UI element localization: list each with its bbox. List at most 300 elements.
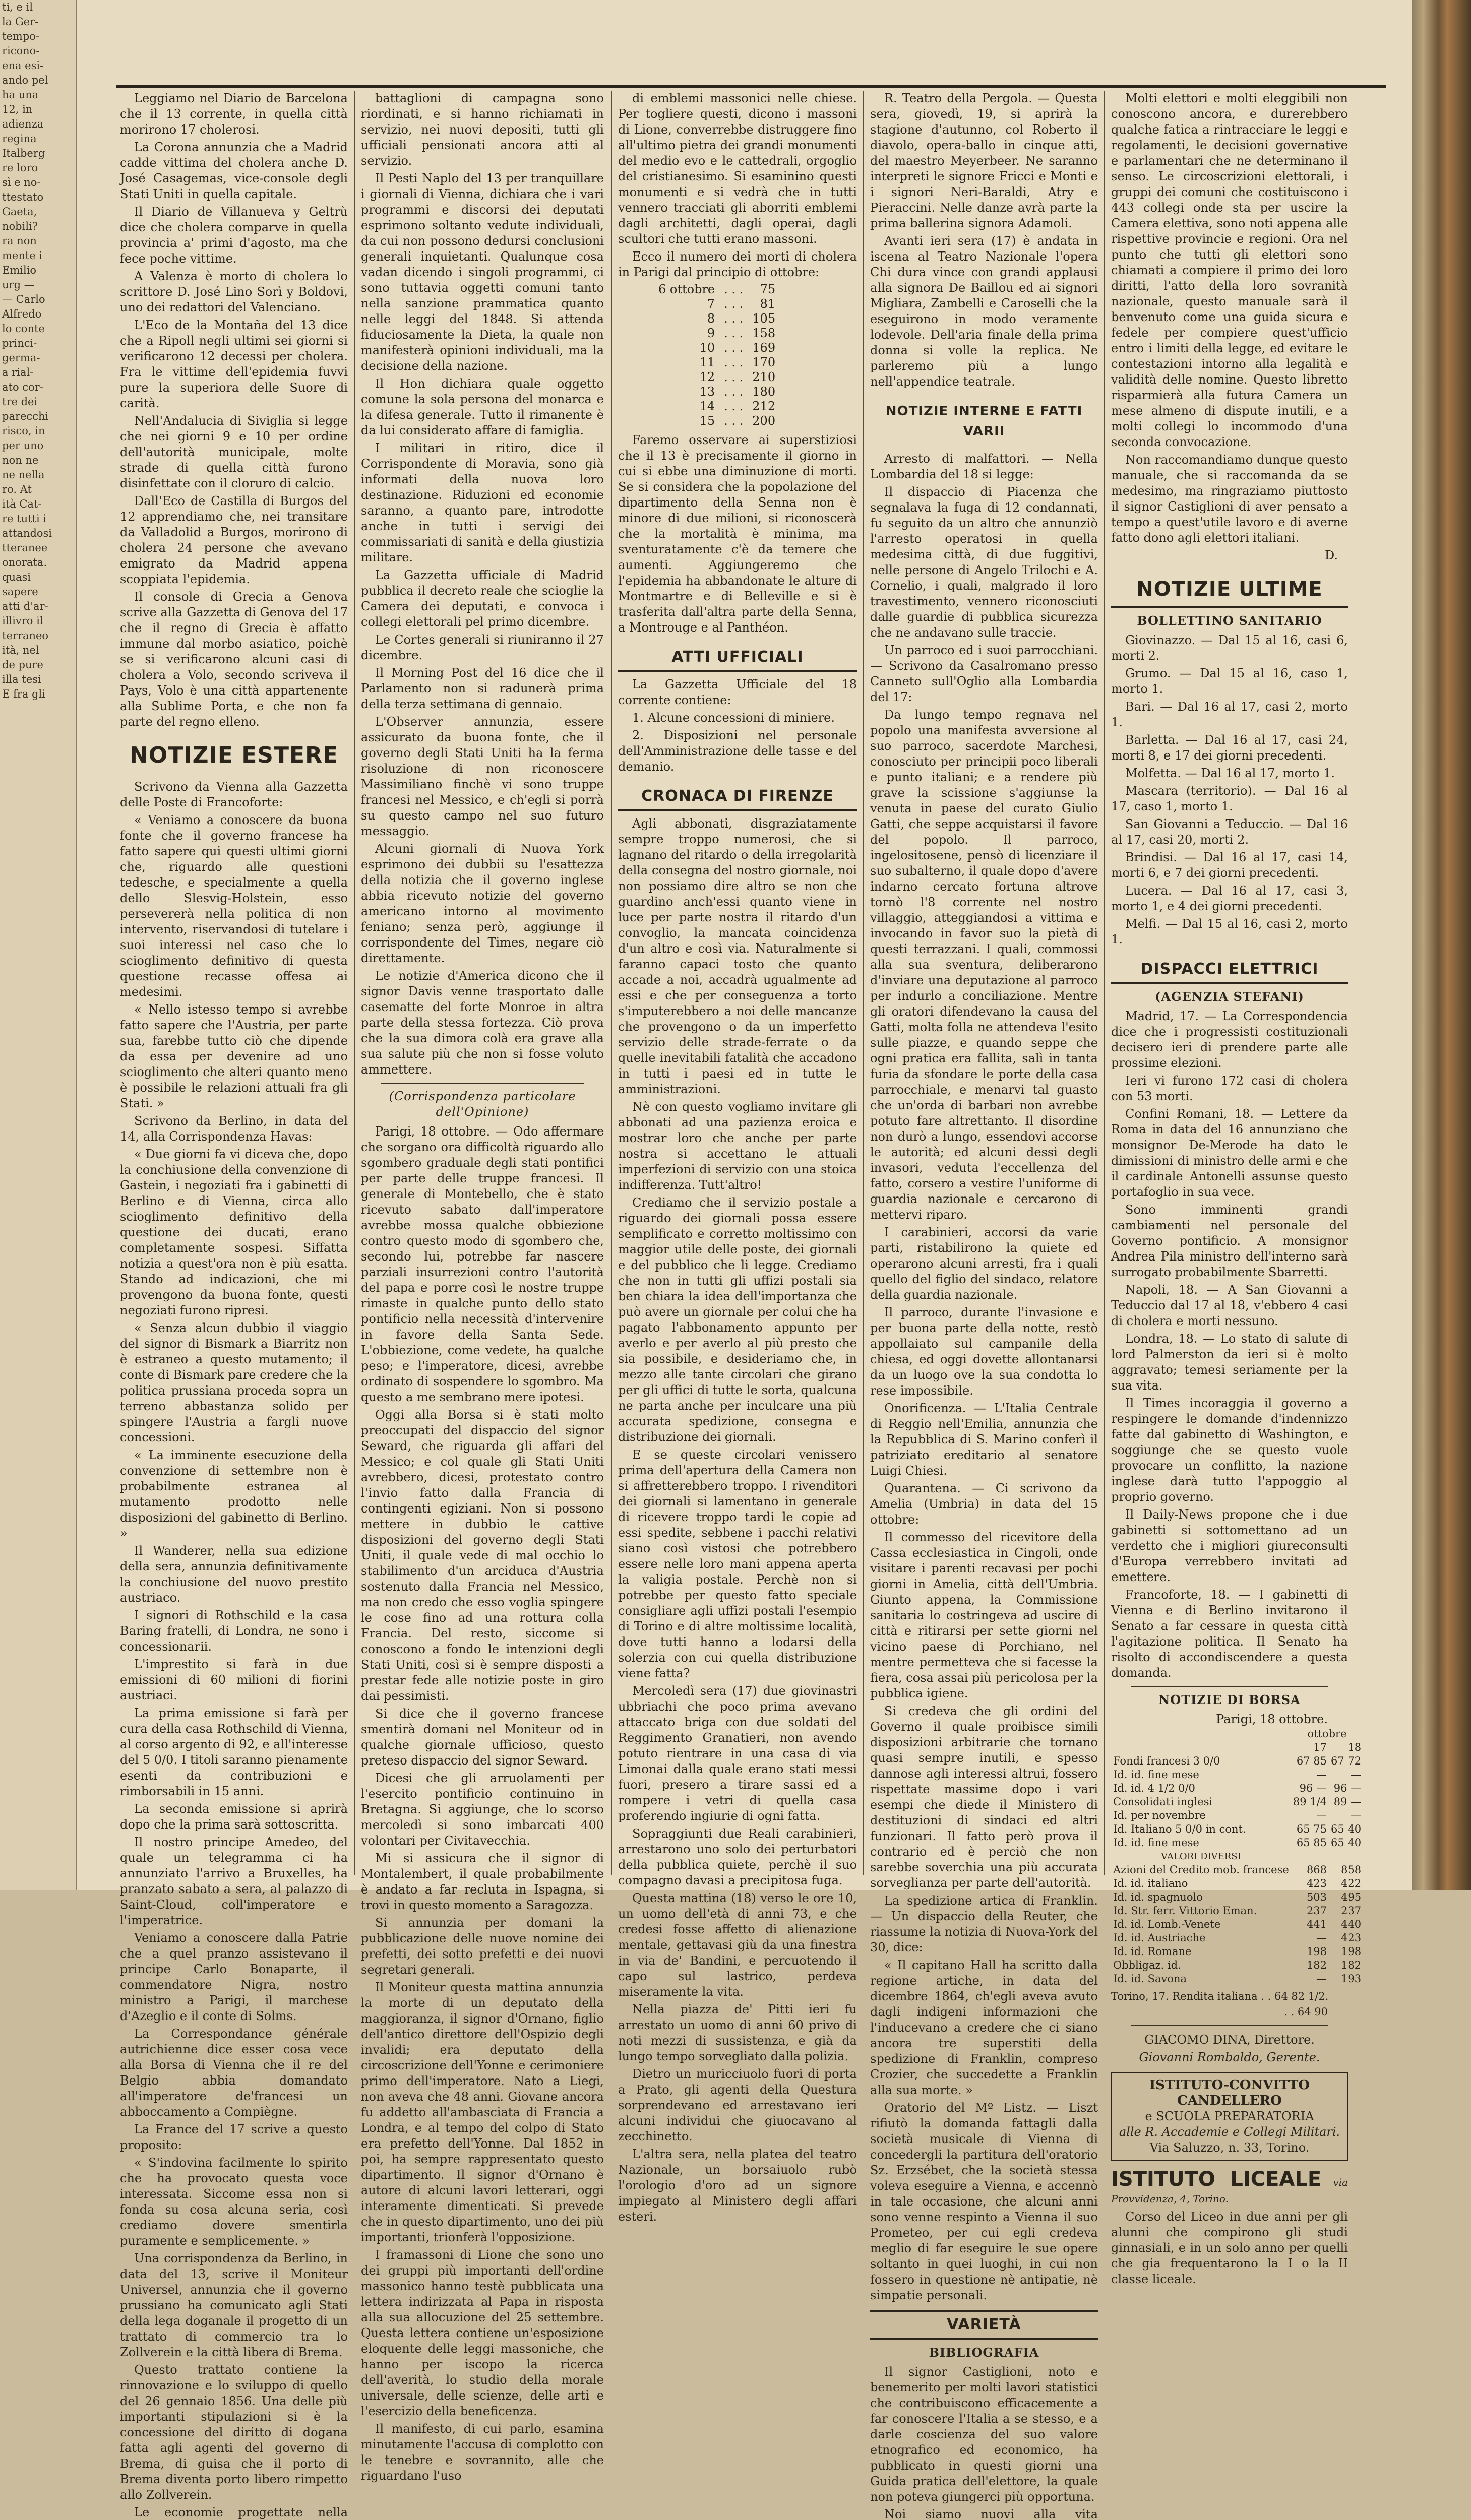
deaths-row <box>658 355 778 370</box>
leader-dots: . . . <box>724 399 744 413</box>
article-paragraph: Il Moniteur questa mattina annunzia la morte di un deputato della maggioranza, il signor d'Ornano, figlio dell'antico direttore dell'Ospizio degli invalidi; era deputato della circoscrizione dell'Yonne e cerimoniere primo dell'imperatore. Nato a Liegi, non aveva che 48 anni. Giovane ancora fu addetto all'ambasciata di Francia a Londra, e al tempo del colpo di Stato era prefetto dell'Yonne. Dal 1852 in poi, ha sempre rappresentato questo dipartimento. Il signor d'Ornano è autore di alcuni lavori letterari, oggi interamente dimenticati. Si prevede che in questo dipartimento, uno dei più importanti, trionferà l'opposizione. <box>361 1980 604 2244</box>
previous-page-fragment: de pure <box>2 659 43 671</box>
deaths-count: 170 <box>752 355 776 369</box>
borsa-price: 96 — <box>1299 1782 1327 1794</box>
previous-page-fragment: nobili? <box>2 220 38 232</box>
article-paragraph: « La imminente esecuzione della convenzione di settembre non è probabilmente estranea al mutamento prodotto nelle disposizioni del gabinetto di Berlino. » <box>120 1448 348 1540</box>
article-paragraph: « Due giorni fa vi diceva che, dopo la conchiusione della convenzione di Gastein, i negoziati fra i gabinetti di Berlino e di Vienna, circa allo scioglimento definitivo della questione dei ducati, erano completamente sospesi. Siffatta notizia a quest'ora non è più esatta. Stando ad indicazioni, che mi provengono da buona fonte, questi negoziati furono ripresi. <box>120 1147 348 1317</box>
cronaca-paragraph: Sopraggiunti due Reali carabinieri, arrestarono uno solo dei perturbatori della pubblica quiete, perchè il suo compagno davasi a precipitosa fuga. <box>618 1826 857 1887</box>
editor-line: GIACOMO DINA, Direttore. <box>1144 2033 1315 2047</box>
article-paragraph: La seconda emissione si aprirà dopo che la prima sarà sottoscritta. <box>120 1802 348 1832</box>
article-paragraph: Le Cortes generali si riuniranno il 27 dicembre. <box>361 633 604 662</box>
borsa-header-blank <box>1111 1741 1291 1754</box>
article-paragraph: battaglioni di campagna sono riordinati, e si hanno richiamati in servizio, nei nuovi depositi, tutti gli ufficiali pensionati ancora atti al servizio. <box>361 91 604 168</box>
borsa-security: Id. id. fine mese <box>1113 1837 1199 1849</box>
borsa-header-month: ottobre <box>1307 1728 1347 1740</box>
borsa-date: Parigi, 18 ottobre. <box>1216 1712 1328 1726</box>
previous-page-fragment: urg — <box>2 279 35 291</box>
borsa-price: — <box>1316 1973 1327 1985</box>
borsa-row <box>1111 1795 1363 1809</box>
borsa-row <box>1111 1959 1363 1972</box>
deaths-date: 10 <box>699 341 715 355</box>
article-paragraph: Il manifesto, di cui parlo, esamina minutamente l'accusa di complotto con le tenebre e sovrannito, alle che riguardano l'uso <box>361 2422 604 2483</box>
borsa-header-blank <box>1111 1727 1291 1741</box>
article-paragraph: Il Pesti Naplo del 13 per tranquillare i giornali di Vienna, dichiara che i vari programmi e discorsi dei deputati esprimono soltanto vedute individuali, da cui non possono dedursi conclusioni generali inquietanti. Qualunque cosa vadan dicendo i singoli programmi, ci sono tuttavia oggetti comuni tanto nella sanzione prammatica quanto nelle leggi del 1848. Si attenda fiduciosamente la Dieta, la quale non manifesterà opinioni individuali, ma la decisione della nazione. <box>361 171 604 373</box>
borsa-row <box>1111 1822 1363 1836</box>
borsa-row <box>1111 1877 1363 1891</box>
bollettino-item: Molfetta. — Dal 16 al 17, morto 1. <box>1125 766 1335 780</box>
article-paragraph: L'imprestito si farà in due emissioni di 60 milioni di fiorini austriaci. <box>120 1657 348 1703</box>
ad-line-4: Via Saluzzo, n. 33, Torino. <box>1149 2140 1310 2155</box>
borsa-row <box>1111 1918 1363 1931</box>
borsa-row <box>1111 1891 1363 1904</box>
bollettino-item: Bari. — Dal 16 al 17, casi 2, morto 1. <box>1111 700 1348 729</box>
ad-title: ISTITUTO-CONVITTO CANDELLERO <box>1149 2077 1310 2108</box>
previous-page-fragment: mente i <box>2 249 43 262</box>
borsa-row <box>1111 1904 1363 1918</box>
borsa-price: 495 <box>1341 1891 1362 1903</box>
borsa-price: 503 <box>1306 1891 1327 1903</box>
cronaca-paragraph: Nella piazza de' Pitti ieri fu arrestato un uomo di anni 60 privo di noti mezzi di sussistenza, e già da lungo tempo sorvegliato dalla polizia. <box>618 2002 857 2063</box>
previous-page-fragment: sì e no- <box>2 176 41 188</box>
borsa-security: Fondi francesi 3 0/0 <box>1113 1755 1220 1767</box>
borsa-row <box>1111 1809 1363 1822</box>
borsa-price: 423 <box>1341 1932 1362 1944</box>
cronaca-paragraph: Agli abbonati, disgraziatamente sempre troppo numerosi, che si lagnano del ritardo o della irregolarità della consegna del nostro giornale, noi non possiamo dire altro se non che guardino anch'essi quanto viene in luce per parte nostra il ritardo d'un convoglio, la mancata coincidenza d'un altro e così via. Naturalmente si faranno capaci tosto che quanto accade a noi, accadrà ugualmente ad essi e che per conseguenza a torto s'imputerebbero a noi delle mancanze che provengono o da un imperfetto servizio delle strade-ferrate o da quelle inevitabili fatalità che accadono in tutti i paesi ed in tutte le amministrazioni. <box>618 816 857 1096</box>
bollettino-item: Grumo. — Dal 15 al 16, caso 1, morto 1. <box>1111 666 1348 696</box>
deaths-row <box>658 385 778 399</box>
ad-line-3: alle R. Accademie e Collegi Militari. <box>1119 2125 1340 2139</box>
column-rule <box>1104 91 1105 1875</box>
borsa-row <box>1111 1754 1363 1768</box>
article-paragraph: La Corona annunzia che a Madrid cadde vittima del cholera anche D. José Casagemas, vice-console degli Stati Uniti in quella capitale. <box>120 140 348 201</box>
liceale-title: ISTITUTO LICEALE <box>1111 2168 1322 2191</box>
borsa-price: 65 75 <box>1296 1823 1327 1835</box>
review-paragraph: Molti elettori e molti eleggibili non conoscono ancora, e durerebbero qualche fatica a rintracciare le leggi e regolamenti, le decisioni governative e parlamentari che ne determinano il senso. Le circoscrizioni elettorali, i gruppi dei comuni che costituiscono i 443 collegi onde sta per uscire la Camera elettiva, sono noti appena alle rispettive provincie e regioni. Ora nel punto che tutti gli elettori sono chiamati a compiere il primo dei loro diritti, l'atto della loro sovranità nazionale, questo manuale sarà il benvenuto come una guida sicura e fedele per compiere quest'ufficio entro i limiti della legge, ed evitare le contestazioni intorno alla legalità e validità delle nomine. Questo libretto risparmierà alla futura Camera un mese almeno di dispute inutili, e a molti collegi lo incommodo d'una seconda convocazione. <box>1111 91 1348 449</box>
cholera-deaths-table <box>658 282 778 428</box>
previous-page-fragment: illa tesi <box>2 673 41 685</box>
cronaca-paragraph: Mercoledì sera (17) due giovinastri ubbriachi che poco prima avevano attaccato briga con due soldati del Reggimento Granatieri, non avendo potuto rientrare in una casa di via Limonai dalla quale erano stati messi fuori, presero a tirare sassi ed a rompere i vetri di quella casa proferendo ingiurie di ogni fatta. <box>618 1684 857 1823</box>
article-paragraph: Si annunzia per domani la pubblicazione delle nuove nomine dei prefetti, dei sotto prefetti e dei nuovi segretari generali. <box>361 1916 604 1977</box>
article-paragraph: Le economie progettate nella <box>134 2505 348 2519</box>
cronaca-paragraph: E se queste circolari venissero prima dell'apertura della Camera non si affretterebbero troppo. I rivenditori dei giornali si lamentano in generale di ricevere troppo tardi le copie ad essi spedite, sebbene i pacchi relativi siano così vistosi che potrebbero essere nelle loro mani appena aperta la valigia postale. Perchè non si potrebbe per questo fatto speciale consigliare agli uffizi postali l'esempio di Torino e di altre moltissime località, dove tutti hanno a lodarsi della solerzia con cui quella distribuzione viene fatta? <box>618 1447 857 1680</box>
previous-page-fragment: E fra gli <box>2 688 45 700</box>
borsa-row <box>1111 1945 1363 1959</box>
deaths-date: 15 <box>699 414 715 428</box>
borsa-security: Id. Str. ferr. Vittorio Eman. <box>1113 1905 1257 1917</box>
article-paragraph: Veniamo a conoscere dalla Patrie che a quel pranzo assistevano il principe Carlo Bonaparte, il commendatore Nigra, nostro ministro a Parigi, il marchese d'Azeglio e il conte di Solms. <box>120 1931 348 2023</box>
article-paragraph: Il Diario de Villanueva y Geltrù dice che cholera comparve in quella provincia a' primi d'agosto, ma che fece poche vittime. <box>120 205 348 266</box>
article-paragraph: di emblemi massonici nelle chiese. Per togliere questi, dicono i massoni di Lione, converrebbe distruggere fino all'ultimo pietra dei grandi monumenti del medio evo e le cattedrali, orgoglio del cristianesimo. Si esaminino questi monumenti e si vedrà che in tutti vennero tracciati gli aborriti emblemi dagli architetti, dagli operai, dagli scultori che tutti erano massoni. <box>618 91 857 246</box>
news-paragraph: Quarantena. — Ci scrivono da Amelia (Umbria) in data del 15 ottobre: <box>870 1481 1098 1527</box>
deaths-date: 9 <box>707 326 715 340</box>
leader-dots: . . . <box>724 414 744 428</box>
article-paragraph: « S'indovina facilmente lo spirito che ha provocato questa voce interessata. Siccome essa non si fonda su cosa alcuna seria, così crediamo dovere smentirla puramente e semplicemente. » <box>120 2156 348 2248</box>
dispatch-paragraph: Francoforte, 18. — I gabinetti di Vienna e di Berlino invitarono il Senato a far cessare in questa città l'agitazione politica. Il Senato ha risolto di accondiscendere a questa domanda. <box>1111 1588 1348 1680</box>
header-rule <box>116 85 1386 88</box>
article-paragraph: « Veniamo a conoscere da buona fonte che il governo francese ha fatto sapere qui questi ultimi giorni che, riguardo alle questioni tedesche, e specialmente a quella dello Slesvig-Holstein, esso persevererà nella politica di non intervento, riservandosi di tutelare i suoi interessi nel caso che lo scioglimento definitivo di questa questione recasse offesa ai medesimi. <box>120 813 348 999</box>
news-paragraph: Da lungo tempo regnava nel popolo una manifesta avversione al suo parroco, sacerdote Marchesi, conosciuto per principii poco liberali e punto italiani; e a rendere più grave la scissione s'aggiunse la venuta in paese del curato Giulio Gatti, che seppe acquistarsi il favore del popolo. Il parroco, ingelositosene, pensò di licenziare il suo subalterno, il quale dopo d'avere indarno cercato fortuna altrove tornò l'8 corrente nel nostro villaggio, atteggiandosi a vittima e invocando in favor suo la pietà di questi terrazzani. I quali, commossi alla sua sventura, deliberarono d'inviare una deputazione al parroco per indurlo a conciliazione. Mentre gli oratori difendevano la causa del Gatti, molta folla ne attendeva l'esito sulle piazze, e quando seppe che ogni pratica era fallita, salì in tanta furia da sfondare le porte della casa parrocchiale, e menarvi tal guasto che un'orda di barbari non avrebbe potuto fare altrettanto. Il disordine non durò a lungo, essendovi accorse le autorità; ed alcuni dessi degli invasori, veduta l'eccellenza del fatto, corsero a vestire l'uniforme di guardia nazionale e cercarono di mettervi riparo. <box>870 708 1098 1222</box>
binding-edge <box>1412 0 1471 1890</box>
news-paragraph: Il commesso del ricevitore della Cassa ecclesiastica in Cingoli, onde visitare i parenti recavasi per pochi giorni in Amelia, città dell'Umbria. Giunto appena, la Commissione sanitaria lo costringeva ad uscire di città e ritirarsi per sette giorni nel vicino paese di Porchiano, nel mentre permetteva che si facesse la fiera, cosa assai più pericolosa per la pubblica igiene. <box>870 1530 1098 1700</box>
previous-page-fragment: la Ger- <box>2 16 39 28</box>
news-paragraph: La spedizione artica di Franklin. — Un dispaccio della Reuter, che riassume la notizia di Nuova-York del 30, dice: <box>870 1894 1098 1955</box>
cronaca-paragraph: Nè con questo vogliamo invitare gli abbonati ad una pazienza eroica e mostrar loro che anche per parte nostra si accettano le attuali imperfezioni di servizio con una stoica indifferenza. Tutt'altro! <box>618 1100 857 1192</box>
deaths-date: 13 <box>699 385 715 399</box>
article-paragraph: Il Hon dichiara quale oggetto comune la sola persona del monarca e la difesa generale. Tutto il rimanente è da lui considerato affare di famiglia. <box>361 376 604 437</box>
article-paragraph: Dall'Eco de Castilla di Burgos del 12 apprendiamo che, nei transitare da Valladolid a Burgos, morirono di cholera 24 persone che avevano emigrato da Madrid appena scoppiata l'epidemia. <box>120 494 348 586</box>
news-paragraph: Il parroco, durante l'invasione e per buona parte della notte, restò appollaiato sul campanile della chiesa, ed oggi dovette allontanarsi da un luogo ove la sua condotta lo rese impossibile. <box>870 1305 1098 1398</box>
ad-line-2: e SCUOLA PREPARATORIA <box>1145 2109 1314 2123</box>
bollettino-item: Giovinazzo. — Dal 15 al 16, casi 6, morti 2. <box>1111 633 1348 663</box>
torino-rendita-2: . . 64 90 <box>1284 2006 1328 2018</box>
column-rule <box>863 91 864 1875</box>
borsa-security: Id. Italiano 5 0/0 in cont. <box>1113 1823 1246 1835</box>
article-paragraph: I signori di Rothschild e la casa Baring fratelli, di Londra, ne sono i concessionarii. <box>120 1608 348 1654</box>
deaths-date: 7 <box>707 297 715 311</box>
previous-page-fragment: re tutti i <box>2 513 47 525</box>
article-paragraph: La France del 17 scrive a questo proposito: <box>120 2122 348 2152</box>
review-paragraph: Non raccomandiamo dunque questo manuale, che si raccomanda da se medesimo, ma ringraziamo piuttosto il signor Castiglioni di aver pensato a tempo a quest'utile lavoro e di averne fatto dono agli elettori italiani. <box>1111 453 1348 545</box>
signature-initial: D. <box>1324 548 1338 562</box>
previous-page-fragment: a rial- <box>2 366 34 379</box>
atti-item: 1. Alcune concessioni di miniere. <box>632 711 835 725</box>
borsa-price: 423 <box>1306 1877 1327 1889</box>
news-paragraph: « Il capitano Hall ha scritto dalla regione artiche, in data del dicembre 1864, ch'egli aveva avuto dagli indigeni informazioni che l'inducevano a credere che ci siano ancora tre superstiti della spedizione di Franklin, compreso Crozier, che succedette a Franklin alla sua morte. » <box>870 1958 1098 2097</box>
dispacci-subheading: (AGENZIA STEFANI) <box>1155 989 1304 1004</box>
manager-line: Giovanni Rombaldo, Gerente. <box>1139 2050 1320 2064</box>
article-paragraph: Il console di Grecia a Genova scrive alla Gazzetta di Genova del 17 che il regno di Grecia è affatto immune dal morbo asiatico, poichè se si verificarono alcuni casi di cholera a Volo, secondo scriveva il Pays, Volo è una città appartenente alla Sublime Porta, e che non fa parte del regno elleno. <box>120 590 348 729</box>
column-1 <box>120 91 348 2519</box>
borsa-price: 422 <box>1341 1877 1362 1889</box>
deaths-count: 81 <box>760 297 776 311</box>
deaths-count: 75 <box>760 282 776 296</box>
borsa-header-days <box>1111 1741 1363 1754</box>
previous-page-fragment: ne nella <box>2 469 45 481</box>
previous-page-fragment: Italberg <box>2 147 45 159</box>
previous-page-fragment: ato cor- <box>2 381 43 393</box>
borsa-security: Id. id. 4 1/2 0/0 <box>1113 1782 1195 1794</box>
leader-dots: . . . <box>724 355 744 369</box>
borsa-price: 193 <box>1341 1973 1362 1985</box>
previous-page-fragment: ha una <box>2 89 39 101</box>
borsa-price: 65 85 <box>1296 1837 1327 1849</box>
column-2 <box>361 91 604 2483</box>
borsa-price <box>1329 1850 1363 1863</box>
borsa-security: Azioni del Credito mob. francese <box>1113 1864 1289 1876</box>
previous-page-fragment: Emilio <box>2 264 37 276</box>
cronaca-paragraph: Crediamo che il servizio postale a riguardo dei giornali possa essere semplificato e corretto moltissimo con maggior utile delle poste, dei giornali e del pubblico che li legge. Crediamo che non in tutti gli uffizi postali sia ben chiara la idea dell'importanza che può avere un giornale per colui che ha pagato l'abbonamento appunto per averlo e per averlo al più presto che sia possibile, e desideriamo che, in mezzo alle tante circolari che girano per gli uffici di tutte le sorta, qualcuna ne parta anche per inculcare una più accurata spedizione, consegna e distribuzione dei giornali. <box>618 1195 857 1444</box>
article-paragraph: Mi si assicura che il signor di Montalembert, il quale probabilmente è andato a far recluta in Ispagna, si trovi in questo momento a Saragozza. <box>361 1851 604 1912</box>
bollettino-item: San Giovanni a Teduccio. — Dal 16 al 17, casi 20, morti 2. <box>1111 817 1348 847</box>
previous-page-fragment: per uno <box>2 439 44 452</box>
deaths-row <box>658 297 778 311</box>
previous-page-fragment: sapere <box>2 586 38 598</box>
deaths-date: 11 <box>699 355 715 369</box>
article-paragraph: A Valenza è morto di cholera lo scrittore D. José Lino Sorì y Boldovi, uno dei redattori del Valenciano. <box>120 269 348 314</box>
previous-page-fragment: re loro <box>2 162 38 174</box>
advertisement-candellero <box>1111 2072 1348 2161</box>
borsa-row <box>1111 1850 1363 1863</box>
section-title-cronaca-firenze: CRONACA DI FIRENZE <box>618 782 857 811</box>
bollettino-item: Mascara (territorio). — Dal 16 al 17, caso 1, morto 1. <box>1111 784 1348 813</box>
section-title-notizie-interne: NOTIZIE INTERNE E FATTI VARII <box>870 397 1098 446</box>
liceale-address: via Provvidenza, 4, Torino. <box>1111 2176 1348 2205</box>
borsa-security: Id. id. Savona <box>1113 1973 1187 1985</box>
previous-page-fragment: non ne <box>2 454 39 466</box>
previous-page-fragment: quasi <box>2 571 31 583</box>
borsa-price: 237 <box>1306 1905 1327 1917</box>
borsa-security: Id. id. Lomb.-Venete <box>1113 1918 1221 1930</box>
leader-dots: . . . <box>724 311 744 326</box>
borsa-price: 440 <box>1341 1918 1362 1930</box>
dispatch-paragraph: Il Times incoraggia il governo a respingere le domande d'indennizzo fatte dal gabinetto di Washington, e soggiunge che se questo vuole provocare un conflitto, la nazione inglese darà tutto l'appoggio al proprio governo. <box>1111 1396 1348 1504</box>
dispatch-paragraph: Il Daily-News propone che i due gabinetti si sottomettano ad un verdetto che i migliori giureconsulti d'Europa verrebbero invitati ad emettere. <box>1111 1507 1348 1584</box>
borsa-security: Id. id. Romane <box>1113 1945 1192 1958</box>
borsa-price: 868 <box>1306 1864 1327 1876</box>
article-paragraph: Il Morning Post del 16 dice che il Parlamento non si radunerà prima della terza settimana di gennaio. <box>361 666 604 711</box>
previous-page-fragment: parecchi <box>2 410 49 422</box>
article-paragraph: Il Wanderer, nella sua edizione della sera, annunzia definitivamente la conchiusione del nuovo prestito austriaco. <box>120 1544 348 1605</box>
leader-dots: . . . <box>724 297 744 311</box>
deaths-count: 169 <box>752 341 776 355</box>
borsa-row <box>1111 1863 1363 1877</box>
review-paragraph: Il signor Castiglioni, noto e benemerito per molti lavori statistici che contribuiscono efficacemente a far conoscere l'Italia a se stesso, e a darle coscienza del suo valore etnografico ed economico, ha pubblicato in questi giorni una Guida pratica dell'elettore, la quale non poteva giungerci più opportuna. <box>870 2365 1098 2504</box>
borsa-row <box>1111 1836 1363 1850</box>
news-paragraph: Un parroco ed i suoi parrocchiani. — Scrivono da Casalromano presso Canneto sull'Oglio alla Lombardia del 17: <box>870 643 1098 704</box>
previous-page-fragment: adienza <box>2 118 44 130</box>
previous-page-fragment: tre dei <box>2 396 38 408</box>
column-5 <box>1111 91 1362 2286</box>
borsa-header-row <box>1111 1727 1363 1741</box>
previous-page-fragment: germa- <box>2 352 40 364</box>
article-paragraph: R. Teatro della Pergola. — Questa sera, giovedì, 19, si aprirà la stagione d'autunno, col Roberto il diavolo, opera-ballo in cinque atti, del maestro Meyerbeer. Ne saranno interpreti le signore Fricci e Monti e i signori Neri-Baraldi, Atry e Pieraccini. Nelle danze avrà parte la prima ballerina signora Adamoli. <box>870 91 1098 230</box>
borsa-price: 182 <box>1341 1959 1362 1971</box>
deaths-count: 105 <box>752 311 776 326</box>
column-3 <box>618 91 857 2224</box>
dispatch-paragraph: Confini Romani, 18. — Lettere da Roma in data del 16 annunziano che monsignor De-Merode ha dato le dimissioni di ministro delle armi e che il cardinale Antonelli assunse questo portafoglio in sua vece. <box>1111 1107 1348 1199</box>
leader-dots: . . . <box>724 341 744 355</box>
borsa-row <box>1111 1931 1363 1945</box>
deaths-count: 212 <box>752 399 776 413</box>
borsa-price: 67 85 <box>1296 1755 1327 1767</box>
article-paragraph: L'Eco de la Montaña del 13 dice che a Ripoll negli ultimi sei giorni si verificarono 12 decessi per cholera. Fra le vittime dell'epidemia fuvvi pure la superiora delle Suore di carità. <box>120 318 348 410</box>
previous-page-fragment: Alfredo <box>2 308 42 320</box>
dispatch-paragraph: Madrid, 17. — La Correspondencia dice che i progressisti costituzionali decisero ieri di prendere parte alle prossime elezioni. <box>1111 1009 1348 1070</box>
borsa-security: VALORI DIVERSI <box>1161 1851 1241 1862</box>
previous-page-fragment: regina <box>2 133 37 145</box>
article-paragraph: Il nostro principe Amedeo, del quale un telegramma ci ha annunziato l'arrivo a Bruxelles, ha pranzato sabato a sera, al palazzo di Saint-Cloud, coll'imperatore e l'imperatrice. <box>120 1835 348 1927</box>
borsa-price: — <box>1351 1809 1362 1821</box>
divider <box>1131 1686 1328 1687</box>
borsa-security: Consolidati inglesi <box>1113 1796 1213 1808</box>
dispatch-paragraph: Napoli, 18. — A San Giovanni a Teduccio dal 17 al 18, v'ebbero 4 casi di cholera e morti nessuno. <box>1111 1283 1348 1328</box>
previous-page-fragment: ti, e il <box>2 1 33 13</box>
previous-page-fragment: ena esi- <box>2 59 44 72</box>
deaths-count: 180 <box>752 385 776 399</box>
article-paragraph: Scrivono da Berlino, in data del 14, alla Corrispondenza Havas: <box>120 1114 348 1144</box>
borsa-price: — <box>1316 1769 1327 1781</box>
dispatch-paragraph: Sono imminenti grandi cambiamenti nel personale del Governo pontificio. A monsignor Andrea Pila ministro dell'interno sarà surrogato probabilmente Sbarretti. <box>1111 1203 1348 1279</box>
cronaca-paragraph: L'altra sera, nella platea del teatro Nazionale, un borsaiuolo rubò l'orologio d'oro ad un signore impiegato al Ministero degli affari esteri. <box>618 2147 857 2224</box>
previous-page-fragment: princi- <box>2 337 37 349</box>
article-paragraph: « Senza alcun dubbio il viaggio del signor di Bismark a Biarritz non è estraneo a questo mutamento; il conte di Bismark pare credere che la politica prussiana proceda sopra un terreno abbastanza solido per spingere l'Austria a fargli nuove concessioni. <box>120 1321 348 1444</box>
section-title-varieta: VARIETÀ <box>870 2310 1098 2340</box>
news-paragraph: Onorificenza. — L'Italia Centrale di Reggio nell'Emilia, annunzia che la Repubblica di S. Marino conferì il patriziato ereditario al senatore Luigi Chiesi. <box>870 1401 1098 1478</box>
bollettino-item: Barletta. — Dal 16 al 17, casi 24, morti 8, e 17 dei giorni precedenti. <box>1111 733 1348 763</box>
news-paragraph: Il dispaccio di Piacenza che segnalava la fuga di 12 condannati, fu seguito da un altro che annunziò l'arresto operatosi in quella medesima città, di due fuggitivi, nelle persone di Angelo Trilochi e A. Cornelio, i quali, malgrado il loro travestimento, vennero riconosciuti dalle guardie di pubblica sicurezza che ne andavano sulle traccie. <box>870 485 1098 640</box>
article-paragraph: I militari in ritiro, dice il Corrispondente di Moravia, sono già informati della nuova loro destinazione. Riduzioni ed economie saranno, a quanto pare, introdotte anche in tutti i servigi dei commissariati di sanità e della giustizia militare. <box>361 441 604 564</box>
news-paragraph: I carabinieri, accorsi da varie parti, ristabilirono la quiete ed operarono alcuni arresti, fra i quali quello del figlio del sindaco, relatore della guardia nazionale. <box>870 1225 1098 1302</box>
article-paragraph: La prima emissione si farà per cura della casa Rothschild di Vienna, al corso argento di 92, e all'interesse del 5 0/0. I titoli saranno pienamente esenti da contribuzioni e rimborsabili in 15 anni. <box>120 1706 348 1798</box>
borsa-heading: NOTIZIE DI BORSA <box>1158 1692 1301 1707</box>
dispatch-paragraph: Londra, 18. — Lo stato di salute di lord Palmerston da ieri si è molto aggravato; temesi seriamente per la sua vita. <box>1111 1332 1348 1393</box>
leader-dots: . . . <box>724 282 744 296</box>
divider <box>1131 2025 1328 2026</box>
deaths-date: 8 <box>707 311 715 326</box>
article-paragraph: « Nello istesso tempo si avrebbe fatto sapere che l'Austria, per parte sua, farebbe tutto ciò che dipende da essa per devenire ad uno scioglimento che alteri quanto meno è possibile le relazioni attuali fra gli Stati. » <box>120 1002 348 1110</box>
borsa-header-day: 18 <box>1347 1741 1362 1753</box>
leader-dots: . . . <box>724 370 744 384</box>
article-paragraph: La Correspondance générale autrichienne dice esser cosa vece alla Borsa di Vienna che il re del Belgio abbia domandato all'imperatore de'francesi un abboccamento a Compiègne. <box>120 2027 348 2119</box>
article-paragraph: Una corrispondenza da Berlino, in data del 13, scrive il Moniteur Universel, annunzia che il governo prussiano ha comunicato agli Stati della lega doganale il progetto di un trattato di commercio tra lo Zollverein e la città libera di Brema. <box>120 2251 348 2359</box>
deaths-row <box>658 399 778 414</box>
article-paragraph: Oggi alla Borsa si è stati molto preoccupati del dispaccio del signor Seward, che riguarda gli affari del Messico; e col quale gli Stati Uniti avrebbero, dicesi, protestato contro l'invio fatto dalla Francia di contingenti egiziani. Non si possono mettere in dubbio le cattive disposizioni del governo degli Stati Uniti, il quale vede di mal occhio lo stabilimento d'un arciduca d'Austria sostenuto dalla Francia nel Messico, ma non credo che esso voglia spingere le cose fino ad una rottura colla Francia. Del resto, siccome si conoscono a fondo le intenzioni degli Stati Uniti, così si è sempre disposti a prestar fede alle notizie poste in giro dai pessimisti. <box>361 1408 604 1703</box>
previous-page-fragment: ità, nel <box>2 644 39 656</box>
previous-page-fragment: lo conte <box>2 323 45 335</box>
article-paragraph: I framassoni di Lione che sono uno dei gruppi più importanti dell'ordine massonico hanno testè pubblicata una lettera indirizzata al Papa in risposta alla sua allocuzione del 25 settembre. Questa lettera contiene un'esposizione eloquente delle leggi massoniche, che hanno per iscopo la ricerca dell'averità, lo studio della morale universale, delle scienze, delle arti e l'esercizio della beneficenza. <box>361 2248 604 2418</box>
borsa-table <box>1111 1727 1363 1986</box>
borsa-row <box>1111 1768 1363 1782</box>
article-paragraph: Nell'Andalucia di Siviglia si legge che nei giorni 9 e 10 per ordine dell'autorità municipale, molte strade di quella città furono disinfettate con il cloruro di calcio. <box>120 414 348 490</box>
previous-page-fragment: Gaeta, <box>2 206 37 218</box>
deaths-row <box>658 311 778 326</box>
previous-page-edge <box>0 0 77 1890</box>
review-paragraph: Noi siamo nuovi alla vita <box>884 2507 1098 2520</box>
borsa-price: 198 <box>1341 1945 1362 1958</box>
deaths-date: 12 <box>699 370 715 384</box>
deaths-count: 158 <box>752 326 776 340</box>
deaths-count: 200 <box>752 414 776 428</box>
deaths-row <box>658 282 778 297</box>
borsa-price: 237 <box>1341 1905 1362 1917</box>
dispatch-paragraph: Ieri vi furono 172 casi di cholera con 53 morti. <box>1111 1074 1348 1103</box>
borsa-row <box>1111 1782 1363 1795</box>
borsa-price: 441 <box>1306 1918 1327 1930</box>
borsa-price: 65 40 <box>1331 1837 1362 1849</box>
leader-dots: . . . <box>724 385 744 399</box>
previous-page-fragment: ro. At <box>2 483 32 495</box>
advertisement-liceale <box>1111 2168 1348 2287</box>
borsa-header-day: 17 <box>1313 1741 1327 1753</box>
previous-page-fragment: risco, in <box>2 425 45 437</box>
borsa-security: Id. per novembre <box>1113 1809 1206 1821</box>
bollettino-item: Melfi. — Dal 15 al 16, casi 2, morto 1. <box>1111 917 1348 947</box>
article-paragraph: Avanti ieri sera (17) è andata in iscena al Teatro Nazionale l'opera Chi dura vince con grandi applausi alla signora De Baillou ed ai signori Migliara, Zambelli e Caroselli che la eseguirono in modo veramente lodevole. Dell'aria finale della prima donna si volle la replica. Ne parleremo più a lungo nell'appendice teatrale. <box>870 234 1098 389</box>
article-paragraph: Faremo osservare ai superstiziosi che il 13 è precisamente il giorno in cui si ebbe una diminuzione di morti. Se si considera che la popolazione del dipartimento della Senna non è minore di due milioni, si riconoscerà che la mortalità è minima, ma sventuratamente c'è da temere che aumenti. Aggiungeremo che l'epidemia ha abbandonate le alture di Montmartre e di Belleville e si è trasferita dall'altra parte della Senna, a Montrouge e al Panthéon. <box>618 433 857 635</box>
bibliografia-heading: BIBLIOGRAFIA <box>929 2345 1039 2360</box>
section-title-notizie-ultime: NOTIZIE ULTIME <box>1111 571 1348 608</box>
deaths-row <box>658 341 778 355</box>
deaths-row <box>658 414 778 428</box>
liceale-text: Corso del Liceo in due anni per gli alunni che compirono gli studi ginnasiali, e in un solo anno per quelli che gia frequentarono la I o la II classe liceale. <box>1111 2210 1348 2286</box>
borsa-security: Id. id. Austriache <box>1113 1932 1206 1944</box>
previous-page-fragment: tteranee <box>2 542 48 554</box>
previous-page-fragment: terraneo <box>2 629 49 642</box>
previous-page-fragment: ra non <box>2 235 37 247</box>
deaths-date: 14 <box>699 399 715 413</box>
bollettino-heading: BOLLETTINO SANITARIO <box>1137 613 1322 628</box>
previous-page-fragment: attandosi <box>2 527 52 539</box>
borsa-price: 65 40 <box>1331 1823 1362 1835</box>
article-paragraph: La Gazzetta ufficiale di Madrid pubblica il decreto reale che scioglie la Camera dei deputati, e convoca i collegi elettorali pel primo dicembre. <box>361 568 604 629</box>
previous-page-fragment: atti d'ar- <box>2 600 48 612</box>
borsa-price: — <box>1316 1932 1327 1944</box>
torino-rendita: Torino, 17. Rendita italiana . . 64 82 1/2. <box>1111 1990 1329 2002</box>
article-paragraph: Ecco il numero dei morti di cholera in Parigi dal principio di ottobre: <box>618 249 857 279</box>
article-paragraph: Dicesi che gli arruolamenti per l'esercito pontificio continuino in Bretagna. Si aggiunge, che lo scorso mercoledì si sono imbarcati 400 volontari per Civitavecchia. <box>361 1771 604 1848</box>
previous-page-fragment: ando pel <box>2 74 48 86</box>
deaths-row <box>658 326 778 341</box>
column-4 <box>870 91 1098 2520</box>
news-paragraph: Oratorio del Mº Listz. — Liszt rifiutò la domanda fattagli dalla società musicale di Vienna di concedergli la partitura dell'oratorio Sz. Erzsébet, che la società stessa voleva eseguire a Vienna, e accennò in tale occasione, che alcuni anni sono venne respinto a Vienna il suo Prometeo, per cui egli credeva meglio di far eseguire le sue opere soltanto in quei luoghi, in cui non fossero in questione nè antipatie, nè simpatie personali. <box>870 2101 1098 2302</box>
borsa-price: — <box>1351 1769 1362 1781</box>
previous-page-fragment: — Carlo <box>2 293 45 305</box>
borsa-price: 67 72 <box>1331 1755 1362 1767</box>
column-rule <box>354 91 355 1875</box>
borsa-row <box>1111 1972 1363 1986</box>
previous-page-fragment: tempo- <box>2 30 39 42</box>
article-paragraph: Parigi, 18 ottobre. — Odo affermare che sorgano ora difficoltà riguardo allo sgombero graduale degli stati pontifici per parte delle truppe francesi. Il generale di Montebello, che è stato ricevuto sabato dall'imperatore avrebbe mossa qualche obbiezione contro questo modo di sgombero che, secondo lui, potrebbe far nascere parziali insurrezioni contro l'autorità del papa e porre così le nostre truppe rimaste in qualche punto dello stato pontificio nella necessità d'intervenire in favore della Santa Sede. L'obbiezione, come vedete, ha qualche peso; e l'imperatore, dicesi, avrebbe ordinato di sospendere lo sgombro. Ma questo a me sembrano mere ipotesi. <box>361 1124 604 1404</box>
bollettino-item: Brindisi. — Dal 16 al 17, casi 14, morti 6, e 7 dei giorni precedenti. <box>1111 850 1348 880</box>
column-rule <box>611 91 612 1875</box>
article-paragraph: Scrivono da Vienna alla Gazzetta delle Poste di Francoforte: <box>120 780 348 809</box>
previous-page-fragment: ità Cat- <box>2 498 42 510</box>
section-title-dispacci: DISPACCI ELETTRICI <box>1111 955 1348 984</box>
leader-dots: . . . <box>724 326 744 340</box>
previous-page-fragment: ricono- <box>2 45 40 57</box>
previous-page-fragment: 12, in <box>2 103 33 115</box>
borsa-price: 182 <box>1306 1959 1327 1971</box>
borsa-security: Obbligaz. id. <box>1113 1959 1181 1971</box>
borsa-security: Id. id. italiano <box>1113 1877 1188 1889</box>
article-paragraph: L'Observer annunzia, essere assicurato da buona fonte, che il governo degli Stati Uniti ha la ferma risoluzione di non riconoscere Massimiliano finchè vi sono truppe francesi nel Messico, e ch'egli si porrà su questo campo nel suo futuro messaggio. <box>361 715 604 838</box>
deaths-row <box>658 370 778 385</box>
previous-page-fragment: onorata. <box>2 556 47 569</box>
borsa-price: — <box>1316 1809 1327 1821</box>
cronaca-paragraph: Dietro un muricciuolo fuori di porta a Prato, gli agenti della Questura sorprendevano ed arrestavano ieri alcuni individui che giuocavano al zecchinetto. <box>618 2067 857 2144</box>
article-paragraph: Le notizie d'America dicono che il signor Davis venne trasportato dalle casematte del forte Monroe in altra parte della stessa fortezza. Ciò prova che la sua dimora colà era grave alla sua salute più che non si fosse voluto ammettere. <box>361 969 604 1077</box>
borsa-price: 858 <box>1341 1864 1362 1876</box>
borsa-security: Id. id. spagnuolo <box>1113 1891 1203 1903</box>
borsa-price: 96 — <box>1333 1782 1362 1794</box>
article-paragraph: Leggiamo nel Diario de Barcelona che il 13 corrente, in quella città morirono 17 cholerosi. <box>120 91 348 137</box>
news-paragraph: Si credeva che gli ordini del Governo il quale proibisce simili disposizioni arbitrarie che tornano quasi sempre inutili, e spesso dannose agli interessi altrui, fossero rispettate massime dopo i vari esempi che diede il Ministero di destituzioni di sindaci ed altri funzionari. Il fatto però prova il contrario ed è perciò che non sarebbe soverchia una più accurata sorveglianza per parte dell'autorità. <box>870 1704 1098 1890</box>
article-paragraph: Alcuni giornali di Nuova York esprimono dei dubbii su l'esattezza della notizia che il governo inglese abbia ricevuto notizie del governo americano intorno al movimento feniano; senza però, aggiunge il corrispondente del Times, negare ciò direttamente. <box>361 842 604 965</box>
bollettino-item: Lucera. — Dal 16 al 17, casi 3, morto 1, e 4 dei giorni precedenti. <box>1111 884 1348 913</box>
cronaca-paragraph: Questa mattina (18) verso le ore 10, un uomo dell'età di anni 73, e che credesi fosse affetto di alienazione mentale, gettavasi giù da una finestra in via de' Bandini, e percuotendo il capo sul lastrico, perdeva miseramente la vita. <box>618 1891 857 1999</box>
atti-item: 2. Disposizioni nel personale dell'Amministrazione delle tasse e del demanio. <box>618 728 857 774</box>
section-title-atti-ufficiali: ATTI UFFICIALI <box>618 643 857 672</box>
previous-page-fragment: ttestato <box>2 191 44 203</box>
deaths-count: 210 <box>752 370 776 384</box>
atti-item: La Gazzetta Ufficiale del 18 corrente contiene: <box>618 677 857 707</box>
deaths-date: 6 ottobre <box>658 282 715 296</box>
borsa-price: 89 1/4 <box>1293 1796 1327 1808</box>
article-paragraph: Questo trattato contiene la rinnovazione e lo sviluppo di quello del 26 gennaio 1856. Una delle più importanti stipulazioni si è la concessione del diritto di dogana fatta agli agenti del governo di Brema, di guisa che il porto di Brema diventa porto libero rimpetto allo Zollverein. <box>120 2363 348 2502</box>
previous-page-fragment: illivro il <box>2 615 43 627</box>
section-title-notizie-estere: NOTIZIE ESTERE <box>120 737 348 774</box>
